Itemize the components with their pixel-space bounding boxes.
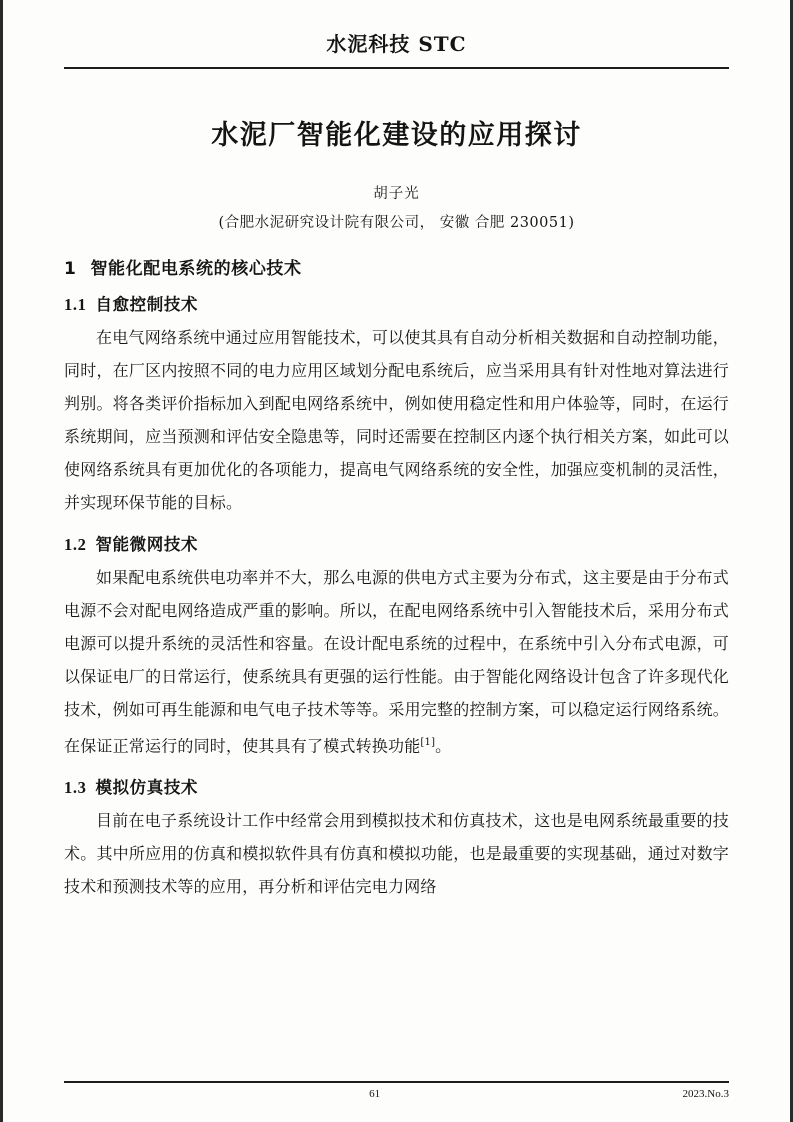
- paragraph-1-2-1: [64, 561, 729, 762]
- subsection-number-1-3: 1.3: [64, 778, 87, 798]
- paragraph-1-3-1: 目前在电子系统设计工作中经常会用到模拟技术和仿真技术，这也是电网系统最重要的技术。其中所应用的仿真和模拟软件具有仿真和模拟功能，也是最重要的实现基础，通过对数字技术和预测技术等的应用，再分析和评估完电力网络: [64, 811, 729, 897]
- section-title-1: 智能化配电系统的核心技术: [90, 259, 302, 279]
- author-name: 胡子光: [373, 186, 420, 202]
- subsection-title-1-1: 自愈控制技术: [95, 295, 199, 314]
- footer-row: [64, 1088, 729, 1100]
- section-number-1: 1: [64, 259, 77, 279]
- author-affiliation: (合肥水泥研究设计院有限公司， 安徽 合肥 230051): [218, 215, 575, 231]
- header-rule: [64, 67, 729, 69]
- citation-marker-1[interactable]: [1]: [420, 737, 436, 748]
- page-title: 水泥厂智能化建设的应用探讨: [211, 120, 582, 151]
- page-footer: [64, 1081, 729, 1100]
- paragraph-1-2-1-tail: 。: [435, 736, 452, 756]
- footer-page-number-wrap: [67, 1088, 683, 1100]
- section-heading-1: [64, 254, 729, 279]
- subsection-title-1-2: 智能微网技术: [95, 535, 199, 554]
- paragraph-1-1-1: 在电气网络系统中通过应用智能技术，可以使其具有自动分析相关数据和自动控制功能，同时，在厂区内按照不同的电力应用区域划分配电系统后，应当采用具有针对性地对算法进行判别。将各类评价指标加入到配电网络系统中，例如使用稳定性和用户体验等，同时，在运行系统期间，应当预测和评估安全隐患等，同时还需要在控制区内逐个执行相关方案，如此可以使网络系统具有更加优化的各项能力，提高电气网络系统的安全性，加强应变机制的灵活性，并实现环保节能的目标。: [64, 328, 729, 512]
- page-content: [64, 28, 729, 1092]
- running-head: 水泥科技 STC: [326, 32, 467, 56]
- subsection-number-1-1: 1.1: [64, 295, 87, 314]
- footer-issue: 2023.No.3: [682, 1088, 729, 1100]
- subsection-heading-1-1: [64, 291, 729, 315]
- paragraph-1-2-1-text: 如果配电系统供电功率并不大，那么电源的供电方式主要为分布式，这主要是由于分布式电源不会对配电网络造成严重的影响。所以，在配电网络系统中引入智能技术后，采用分布式电源可以提升系统的灵活性和容量。在设计配电系统的过程中，在系统中引入分布式电源，可以保证电厂的日常运行，使系统具有更强的运行性能。由于智能化网络设计包含了许多现代化技术，例如可再生能源和电气电子技术等等。采用完整的控制方案，可以稳定运行网络系统。在保证正常运行的同时，使其具有了模式转换功能: [64, 568, 729, 756]
- subsection-title-1-3: 模拟仿真技术: [95, 778, 199, 798]
- footer-rule: [64, 1081, 729, 1083]
- subsection-heading-1-2: [64, 531, 729, 555]
- subsection-number-1-2: 1.2: [64, 535, 87, 554]
- subsection-heading-1-3: [64, 774, 729, 798]
- footer-page-number: 61: [369, 1088, 381, 1100]
